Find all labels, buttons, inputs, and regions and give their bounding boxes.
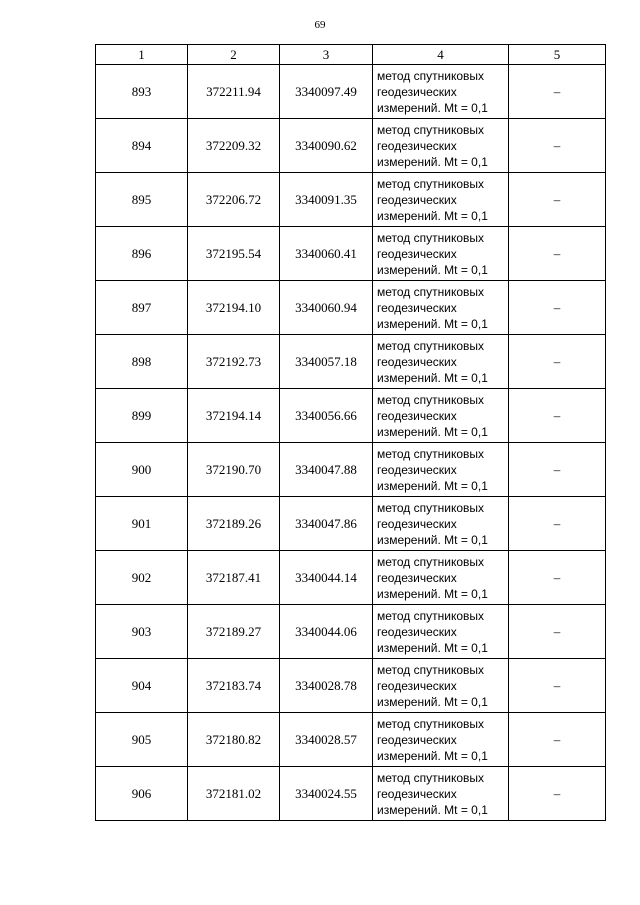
table-body [96,65,606,821]
note-cell: – [509,227,606,281]
table-row [96,497,606,551]
table-row [96,659,606,713]
note-cell: – [509,281,606,335]
x-coordinate-cell: 372187.41 [188,551,280,605]
note-cell: – [509,443,606,497]
table-row [96,173,606,227]
x-coordinate-cell: 372206.72 [188,173,280,227]
point-number-cell: 903 [96,605,188,659]
table-row [96,335,606,389]
table-row [96,227,606,281]
method-cell: метод спутниковых геодезических измерений. Mt = 0,1 [373,335,509,389]
point-number-cell: 894 [96,119,188,173]
y-coordinate-cell: 3340028.57 [280,713,373,767]
note-cell: – [509,767,606,821]
x-coordinate-cell: 372180.82 [188,713,280,767]
point-number-cell: 899 [96,389,188,443]
point-number-cell: 895 [96,173,188,227]
method-cell: метод спутниковых геодезических измерений. Mt = 0,1 [373,119,509,173]
y-coordinate-cell: 3340097.49 [280,65,373,119]
note-cell: – [509,551,606,605]
point-number-cell: 902 [96,551,188,605]
table-row [96,767,606,821]
method-cell: метод спутниковых геодезических измерений. Mt = 0,1 [373,65,509,119]
table-row [96,605,606,659]
x-coordinate-cell: 372211.94 [188,65,280,119]
table-row [96,713,606,767]
method-cell: метод спутниковых геодезических измерений. Mt = 0,1 [373,767,509,821]
table-row [96,65,606,119]
y-coordinate-cell: 3340091.35 [280,173,373,227]
note-cell: – [509,65,606,119]
method-cell: метод спутниковых геодезических измерений. Mt = 0,1 [373,281,509,335]
column-header-3: 3 [280,45,373,65]
point-number-cell: 904 [96,659,188,713]
method-cell: метод спутниковых геодезических измерений. Mt = 0,1 [373,551,509,605]
x-coordinate-cell: 372195.54 [188,227,280,281]
column-header-2: 2 [188,45,280,65]
x-coordinate-cell: 372194.14 [188,389,280,443]
x-coordinate-cell: 372181.02 [188,767,280,821]
method-cell: метод спутниковых геодезических измерений. Mt = 0,1 [373,659,509,713]
x-coordinate-cell: 372190.70 [188,443,280,497]
column-header-1: 1 [96,45,188,65]
x-coordinate-cell: 372189.26 [188,497,280,551]
x-coordinate-cell: 372192.73 [188,335,280,389]
y-coordinate-cell: 3340044.14 [280,551,373,605]
point-number-cell: 897 [96,281,188,335]
note-cell: – [509,119,606,173]
x-coordinate-cell: 372209.32 [188,119,280,173]
point-number-cell: 906 [96,767,188,821]
table-row [96,389,606,443]
y-coordinate-cell: 3340060.94 [280,281,373,335]
x-coordinate-cell: 372189.27 [188,605,280,659]
method-cell: метод спутниковых геодезических измерений. Mt = 0,1 [373,713,509,767]
y-coordinate-cell: 3340024.55 [280,767,373,821]
header-row [96,45,606,65]
note-cell: – [509,497,606,551]
y-coordinate-cell: 3340090.62 [280,119,373,173]
note-cell: – [509,335,606,389]
x-coordinate-cell: 372194.10 [188,281,280,335]
coordinates-table [95,44,606,821]
point-number-cell: 898 [96,335,188,389]
page-number: 69 [314,19,326,31]
y-coordinate-cell: 3340044.06 [280,605,373,659]
note-cell: – [509,659,606,713]
method-cell: метод спутниковых геодезических измерений. Mt = 0,1 [373,497,509,551]
column-header-4: 4 [373,45,509,65]
point-number-cell: 893 [96,65,188,119]
y-coordinate-cell: 3340028.78 [280,659,373,713]
method-cell: метод спутниковых геодезических измерений. Mt = 0,1 [373,605,509,659]
note-cell: – [509,605,606,659]
point-number-cell: 905 [96,713,188,767]
table-row [96,281,606,335]
y-coordinate-cell: 3340057.18 [280,335,373,389]
method-cell: метод спутниковых геодезических измерений. Mt = 0,1 [373,173,509,227]
note-cell: – [509,713,606,767]
y-coordinate-cell: 3340047.88 [280,443,373,497]
y-coordinate-cell: 3340060.41 [280,227,373,281]
column-header-5: 5 [509,45,606,65]
y-coordinate-cell: 3340047.86 [280,497,373,551]
note-cell: – [509,173,606,227]
point-number-cell: 901 [96,497,188,551]
point-number-cell: 900 [96,443,188,497]
table-row [96,551,606,605]
x-coordinate-cell: 372183.74 [188,659,280,713]
method-cell: метод спутниковых геодезических измерений. Mt = 0,1 [373,389,509,443]
table-row [96,443,606,497]
table-row [96,119,606,173]
point-number-cell: 896 [96,227,188,281]
method-cell: метод спутниковых геодезических измерений. Mt = 0,1 [373,443,509,497]
method-cell: метод спутниковых геодезических измерений. Mt = 0,1 [373,227,509,281]
note-cell: – [509,389,606,443]
y-coordinate-cell: 3340056.66 [280,389,373,443]
